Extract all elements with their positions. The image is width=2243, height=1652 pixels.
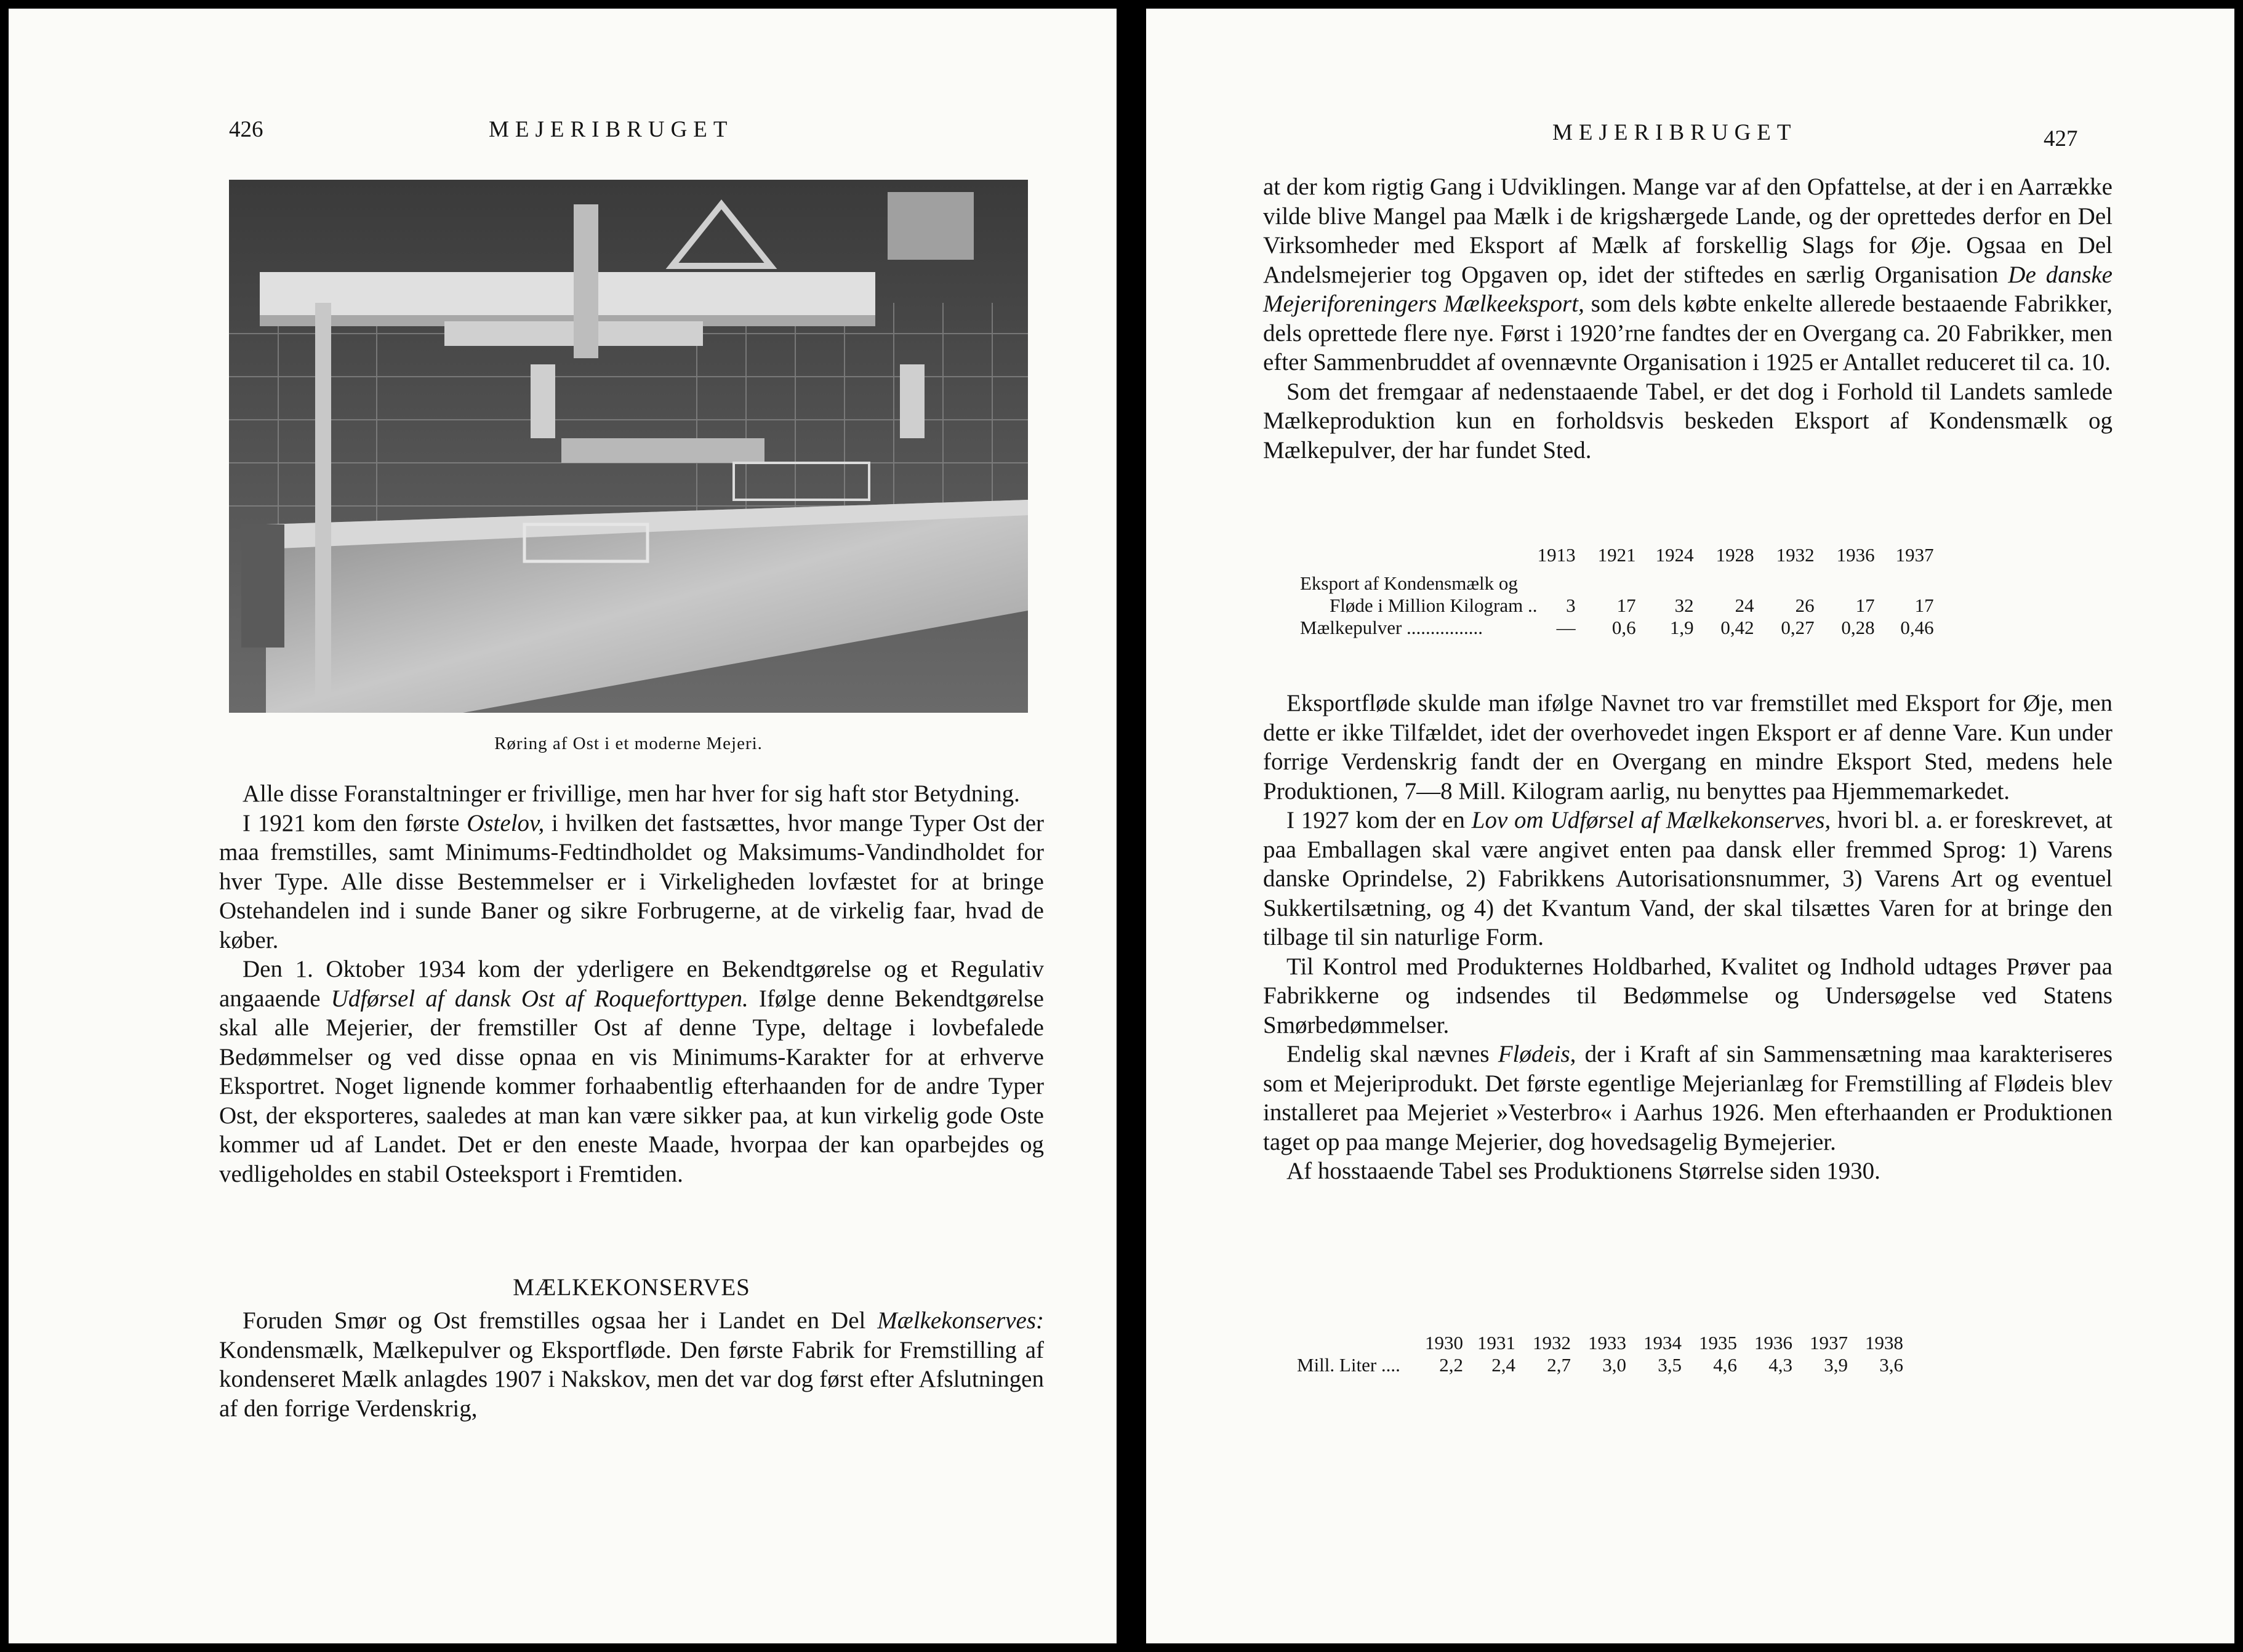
table-cell: 1932 [1776,544,1815,566]
table-cell: 1937 [1810,1332,1848,1353]
table-header-row [1297,1332,1903,1354]
paragraph: Til Kontrol med Produkternes Holdbarhed, Kvalitet og Indhold udtages Prøver paa Fabrikkerne og indsendes til Bedømmelse og Undersøgelse ved Statens Smørbedømmelser. [1263,953,2113,1038]
row-label: Fløde i Million Kilogram .. [1330,595,1538,616]
left-page [9,9,1117,1643]
left-text-block [219,779,1044,1189]
dairy-photo [229,180,1028,713]
paragraph: at der kom rigtig Gang i Udviklingen. Mange var af den Opfattelse, at der i en Aarrække vilde blive Mangel paa Mælk i de krigshærgede Lande, og der oprettedes derfor en Del Virksomheder med Eksport af Mælk af forskellig Slags for Øje. Ogsaa en Del Andelsmejerier tog Opgaven op, idet der stiftedes en særlig Organisation De danske Mejeriforeningers Mælkeeksport, som dels købte enkelte allerede bestaaende Fabrikker, dels oprettede flere nye. Først i 1920’rne fandtes der en Overgang ca. 20 Fabrikker, men efter Sammenbruddet af ovennævnte Organisation i 1925 er Antallet reduceret til ca. 10. [1263,174,2113,375]
table-cell: 1,9 [1669,617,1694,638]
table-cell: 2,2 [1439,1354,1463,1376]
table-cell: 1921 [1597,544,1636,566]
page-number: 427 [2044,126,2078,151]
table-cell: 1913 [1537,544,1576,566]
left-text-block-2 [219,1306,1044,1423]
table-cell: 0,42 [1720,617,1754,638]
table-row [1300,572,1934,595]
paragraph: I 1927 kom der en Lov om Udførsel af Mælkekonserves, hvori bl. a. er foreskrevet, at paa Emballagen skal være angivet enten paa dansk eller fremmed Sprog: 1) Varens danske Oprindelse, 2) Fabrikkens Autorisationsnummer, 3) Varens Art og eventuel Sukkertilsætning, og 4) det Kvantum Vand, der skal tilsættes Varen for at bringe den tilbage til sin naturlige Form. [1263,807,2113,950]
ice-cream-table [1297,1332,1903,1376]
running-head: MEJERIBRUGET [1552,120,1797,145]
row-label: Mill. Liter .... [1297,1354,1400,1376]
table-cell: 1930 [1425,1332,1463,1353]
table-cell: 17 [1914,595,1934,616]
table-row [1300,617,1934,639]
table-cell: 0,46 [1900,617,1934,638]
table-cell: 32 [1674,595,1694,616]
page-gutter [1133,0,1136,1652]
table-cell: 1933 [1588,1332,1626,1353]
paragraph: Alle disse Foranstaltninger er frivillige, men har hver for sig haft stor Betydning. [243,780,1020,807]
table-cell: 3,0 [1602,1354,1626,1376]
table-cell: 0,6 [1611,617,1636,638]
table-cell: 26 [1795,595,1815,616]
paragraph: Endelig skal nævnes Flødeis, der i Kraft af sin Sammensætning maa karakteriseres som et Mejeriprodukt. Det første egentlige Mejerianlæg for Fremstilling af Flødeis blev installeret paa Mejeriet »Vesterbro« i Aarhus 1926. Men efterhaanden er Produktionen taget op paa mange Mejerier, dog hovedsagelig Bymejerier. [1263,1041,2113,1155]
table-cell: 1936 [1836,544,1875,566]
table-cell: 1924 [1655,544,1694,566]
running-head: MEJERIBRUGET [489,117,734,142]
table-cell: 3,9 [1824,1354,1848,1376]
table-cell: 17 [1616,595,1636,616]
photo-caption: Røring af Ost i et moderne Mejeri. [494,734,763,753]
table-row [1300,595,1934,617]
table-cell: 4,3 [1768,1354,1792,1376]
table-cell: 3,5 [1658,1354,1682,1376]
table-cell: 1934 [1643,1332,1682,1353]
table-cell: 1938 [1865,1332,1903,1353]
export-table [1300,544,1934,639]
right-text-block-2 [1263,689,2113,1186]
table-cell: 0,27 [1781,617,1815,638]
table-cell: 2,7 [1547,1354,1571,1376]
table-row [1297,1354,1903,1376]
row-label: Mælkepulver ................ [1300,617,1483,638]
table-cell: 4,6 [1713,1354,1737,1376]
paragraph: Af hosstaaende Tabel ses Produktionens Størrelse siden 1930. [1286,1158,1880,1184]
table-cell: 1932 [1533,1332,1571,1353]
page-number: 426 [229,117,263,142]
table-cell: 1935 [1699,1332,1737,1353]
right-page [1146,9,2234,1643]
right-text-block-1 [1263,172,2113,465]
table-cell: 17 [1855,595,1875,616]
table-cell: — [1556,617,1576,638]
paragraph: Som det fremgaar af nedenstaaende Tabel, er det dog i Forhold til Landets samlede Mælkeproduktion kun en forholdsvis beskeden Eksport af Kondensmælk og Mælkepulver, der har fundet Sted. [1263,378,2113,463]
table-cell: 1936 [1754,1332,1792,1353]
table-cell: 3,6 [1879,1354,1903,1376]
paragraph: Den 1. Oktober 1934 kom der yderligere en Bekendtgørelse og et Regulativ angaaende Udførsel af dansk Ost af Roqueforttypen. Ifølge denne Bekendtgørelse skal alle Mejerier, der fremstiller Ost af denne Type, deltage i lovbefalede Bedømmelser og ved disse opnaa en vis Minimums-Karakter for at erhverve Eksportret. Noget lignende kommer forhaabentlig efterhaanden for de andre Typer Ost, der eksporteres, saaledes at man kan være sikker paa, at kun virkelig gode Oste kommer ud af Landet. Det er den eneste Maade, hvorpaa der kan oparbejdes og vedligeholdes en stabil Osteeksport i Fremtiden. [219,956,1044,1187]
paragraph: Eksportfløde skulde man ifølge Navnet tro var fremstillet med Eksport for Øje, men dette er ikke Tilfældet, idet der overhovedet ingen Eksport er af denne Vare. Kun under forrige Verdenskrig fandt der en Overgang en mindre Eksport Sted, medens hele Produktionen, 7—8 Mill. Kilogram aarlig, nu benyttes paa Hjemmemarkedet. [1263,690,2113,804]
table-cell: 1937 [1895,544,1934,566]
paragraph: Foruden Smør og Ost fremstilles ogsaa her i Landet en Del Mælkekonserves: Kondensmælk, Mælkepulver og Eksportfløde. Den første Fabrik for Fremstilling af kondenseret Mælk anlagdes 1907 i Nakskov, men det var dog først efter Afslutningen af den forrige Verdenskrig, [219,1307,1044,1422]
table-cell: 0,28 [1841,617,1875,638]
table-header-row [1300,544,1934,566]
table-cell: 1931 [1477,1332,1515,1353]
table-cell: 3 [1566,595,1576,616]
section-heading: MÆLKEKONSERVES [513,1274,750,1301]
paragraph: I 1921 kom den første Ostelov, i hvilken det fastsættes, hvor mange Typer Ost der maa fremstilles, samt Minimums-Fedtindholdet og Maksimums-Vandindholdet for hver Type. Alle disse Bestemmelser er i Virkeligheden lovfæstet for at bringe Ostehandelen ind i sunde Baner og sikre Forbrugerne, at de virkelig faar, hvad de køber. [219,809,1044,953]
table-row [1300,566,1934,572]
table-cell: 2,4 [1491,1354,1515,1376]
table-cell: 24 [1735,595,1754,616]
row-label: Eksport af Kondensmælk og [1300,572,1518,594]
table-cell: 1928 [1715,544,1754,566]
